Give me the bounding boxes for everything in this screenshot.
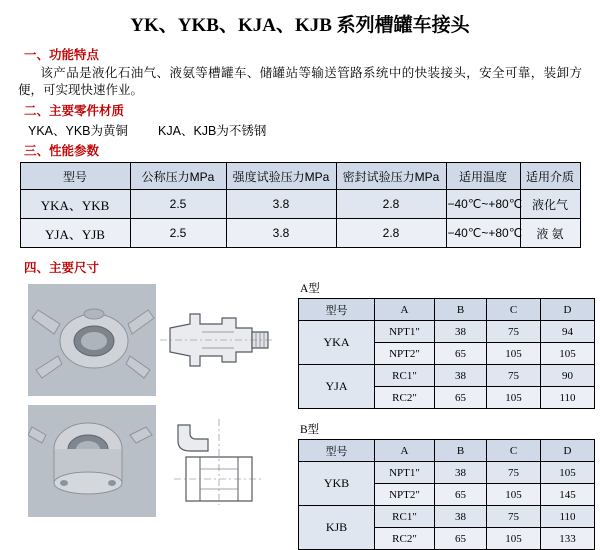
spec-cell: 2.5 (130, 219, 226, 248)
spec-header-cell: 适用介质 (520, 163, 580, 190)
dim-b-cell: 75 (487, 506, 541, 528)
section-heading-features: 一、功能特点 (24, 48, 100, 62)
dim-a-cell: NPT1" (375, 321, 435, 343)
dim-b-cell: 145 (541, 484, 595, 506)
dimension-table-b (298, 439, 595, 550)
performance-table (20, 162, 581, 248)
spec-header-cell: 型号 (20, 163, 130, 190)
type-a-label: A型 (300, 283, 320, 295)
dim-a-cell: 94 (541, 321, 595, 343)
dim-b-cell: RC2" (375, 528, 435, 550)
dim-b-header-cell: B (435, 440, 487, 462)
spec-cell: 2.8 (336, 219, 446, 248)
coupling-photo-b-graphic (28, 405, 156, 517)
dim-a-cell: RC1" (375, 365, 435, 387)
dim-b-cell: 110 (541, 506, 595, 528)
dim-b-cell: 38 (435, 506, 487, 528)
dim-a-model: YJA (299, 365, 375, 409)
product-photo-a (28, 284, 156, 396)
dim-a-cell: 105 (541, 343, 595, 365)
dim-a-cell: 105 (487, 343, 541, 365)
dim-a-cell: 75 (487, 365, 541, 387)
dim-b-cell: 105 (487, 528, 541, 550)
spec-header-cell: 适用温度 (446, 163, 520, 190)
dim-b-model: KJB (299, 506, 375, 550)
dim-b-model: YKB (299, 462, 375, 506)
dim-b-cell: 65 (435, 528, 487, 550)
spec-cell: 3.8 (226, 190, 336, 219)
dim-b-cell: NPT2" (375, 484, 435, 506)
product-drawing-a (156, 284, 280, 396)
dim-b-cell: 65 (435, 484, 487, 506)
dim-a-cell: 105 (487, 387, 541, 409)
dim-a-cell: 65 (435, 387, 487, 409)
dim-a-header-cell: B (435, 299, 487, 321)
dim-b-header-cell: D (541, 440, 595, 462)
features-body-text: 该产品是液化石油气、液氨等槽罐车、储罐站等输送管路系统中的快装接头，安全可靠，装卸方便，可实现快速作业。 (18, 66, 582, 97)
spec-cell: 液化气 (520, 190, 580, 219)
dim-b-header-cell: 型号 (299, 440, 375, 462)
table-row (20, 190, 580, 219)
spec-cell: −40℃~+80℃ (446, 219, 520, 248)
product-images-column (28, 284, 280, 526)
material-line (28, 121, 590, 139)
dim-a-header-cell: A (375, 299, 435, 321)
table-row (20, 219, 580, 248)
coupling-drawing-a-graphic (156, 284, 280, 396)
table-header-row (299, 440, 595, 462)
dim-a-header-cell: C (487, 299, 541, 321)
table-header-row (20, 163, 580, 190)
section-heading-performance: 三、性能参数 (24, 144, 100, 158)
coupling-drawing-b-graphic (156, 405, 280, 517)
dim-b-cell: 133 (541, 528, 595, 550)
dim-a-cell: RC2" (375, 387, 435, 409)
dim-a-cell: 38 (435, 321, 487, 343)
dim-a-header-cell: 型号 (299, 299, 375, 321)
spec-header-cell: 密封试验压力MPa (336, 163, 446, 190)
spec-cell: 3.8 (226, 219, 336, 248)
spec-header-cell: 公称压力MPa (130, 163, 226, 190)
dim-a-cell: 75 (487, 321, 541, 343)
product-photo-b (28, 405, 156, 517)
spec-header-cell: 强度试验压力MPa (226, 163, 336, 190)
section-heading-dimensions: 四、主要尺寸 (24, 261, 100, 275)
spec-cell: −40℃~+80℃ (446, 190, 520, 219)
features-body (18, 65, 582, 99)
spec-cell: YJA、YJB (20, 219, 130, 248)
table-header-row (299, 299, 595, 321)
dim-a-cell: 90 (541, 365, 595, 387)
dim-b-cell: NPT1" (375, 462, 435, 484)
dim-b-header-cell: A (375, 440, 435, 462)
dim-b-cell: RC1" (375, 506, 435, 528)
dim-b-cell: 105 (541, 462, 595, 484)
table-gap (298, 409, 596, 421)
dim-a-cell: 38 (435, 365, 487, 387)
table-row (299, 506, 595, 528)
type-b-label: B型 (300, 424, 320, 436)
product-photo-row-a (28, 284, 280, 396)
spec-cell: 液 氨 (520, 219, 580, 248)
dim-b-header-cell: C (487, 440, 541, 462)
dim-b-cell: 105 (487, 484, 541, 506)
spec-cell: 2.8 (336, 190, 446, 219)
spec-cell: YKA、YKB (20, 190, 130, 219)
material-right: KJA、KJB为不锈钢 (158, 124, 267, 138)
section-heading-material: 二、主要零件材质 (24, 104, 125, 118)
dim-a-cell: 65 (435, 343, 487, 365)
product-photo-row-b (28, 405, 280, 517)
page-title: YK、YKB、KJA、KJB 系列槽罐车接头 (130, 15, 470, 36)
dimension-table-a (298, 298, 595, 409)
table-row (299, 321, 595, 343)
table-row (299, 365, 595, 387)
spec-cell: 2.5 (130, 190, 226, 219)
coupling-photo-a-graphic (28, 284, 156, 396)
dim-a-model: YKA (299, 321, 375, 365)
product-drawing-b (156, 405, 280, 517)
dim-a-cell: NPT2" (375, 343, 435, 365)
dim-a-cell: 110 (541, 387, 595, 409)
dimension-tables-column (298, 280, 596, 550)
dim-b-cell: 75 (487, 462, 541, 484)
material-left: YKA、YKB为黄铜 (28, 124, 129, 138)
table-row (299, 462, 595, 484)
dim-b-cell: 38 (435, 462, 487, 484)
dim-a-header-cell: D (541, 299, 595, 321)
